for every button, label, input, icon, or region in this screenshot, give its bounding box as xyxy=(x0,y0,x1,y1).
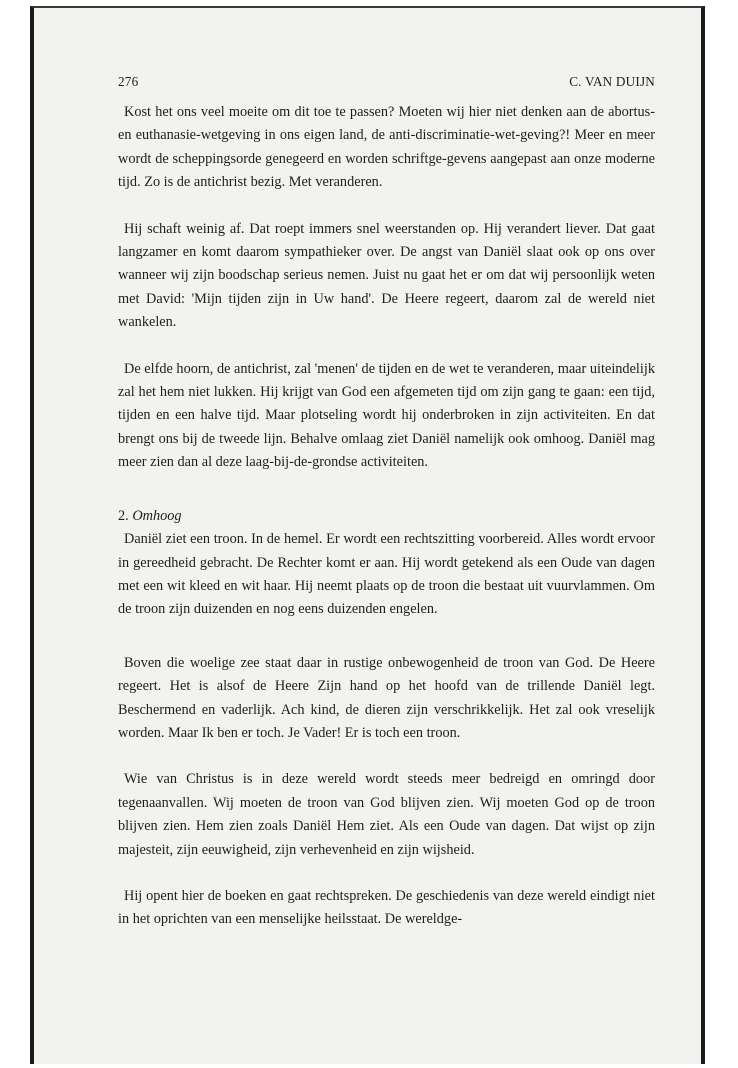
paragraph: Daniël ziet een troon. In de hemel. Er wordt een rechtszitting voorbereid. Alles wordt ervoor in gereedheid gebracht. De Rechter komt er aan. Hij wordt getekend als een Oude van dagen met een wit kleed en wit haar. Hij neemt plaats op de troon die bestaat uit vuurvlammen. Om de troon zijn duizenden en nog eens duizenden engelen. xyxy=(118,531,655,618)
section-number: 2. xyxy=(118,507,129,524)
paragraph: De elfde hoorn, de antichrist, zal 'menen' de tijden en de wet te veranderen, maar uiteindelijk zal het hem niet lukken. Hij krijgt van God een afgemeten tijd om zijn gang te gaan: een tijd, tijden en een halve tijd. Maar plotseling wordt hij onderbroken in zijn activiteiten. En dat brengt ons bij de tweede lijn. Behalve omlaag ziet Daniël namelijk ook omhoog. Daniël mag meer zien dan al deze laag-bij-de-grondse activiteiten. xyxy=(118,360,655,471)
paragraph: Hij schaft weinig af. Dat roept immers snel weerstanden op. Hij verandert liever. Dat gaat langzamer en komt daarom sympathieker over. De angst van Daniël slaat ook op ons over wanneer wij zijn boodschap serieus nemen. Juist nu gaat het er om dat wij persoonlijk weten met David: 'Mijn tijden zijn in Uw hand'. De Heere regeert, daarom zal de wereld niet wankelen. xyxy=(118,220,655,331)
body-text xyxy=(118,101,655,955)
section-title: Omhoog xyxy=(132,507,182,524)
paragraph: Wie van Christus is in deze wereld wordt steeds meer bedreigd en omringd door tegenaanvallen. Wij moeten de troon van God blijven zien. Wij moeten God op de troon blijven zien. Hem zien zoals Daniël Hem ziet. Als een Oude van dagen. Dat wijst op zijn majesteit, zijn eeuwigheid, zijn verhevenheid en zijn wijsheid. xyxy=(118,771,655,858)
paragraph: Hij opent hier de boeken en gaat rechtspreken. De geschiedenis van deze wereld eindigt niet in het oprichten van een menselijke heilsstaat. De wereldge- xyxy=(118,887,655,928)
paragraph: Boven die woelige zee staat daar in rustige onbewogenheid de troon van God. De Heere regeert. Het is alsof de Heere Zijn hand op het hoofd van de trillende Daniël legt. Beschermend en vaderlijk. Ach kind, de dieren zijn verschrikkelijk. Het zal ook vreselijk worden. Maar Ik ben er toch. Je Vader! Er is toch een troon. xyxy=(118,654,655,741)
running-head-author: C. VAN DUIJN xyxy=(569,74,655,89)
page-number: 276 xyxy=(118,74,139,89)
paragraph: Kost het ons veel moeite om dit toe te passen? Moeten wij hier niet denken aan de abortus- en euthanasie-wetgeving in ons eigen land, de anti-discriminatie-wet-geving?! Meer en meer wordt de scheppingsorde genegeerd en worden schriftge-gevens aangepast aan onze moderne tijd. Zo is de antichrist bezig. Met veranderen. xyxy=(118,104,655,191)
running-header xyxy=(86,72,655,92)
section-heading xyxy=(118,505,655,528)
